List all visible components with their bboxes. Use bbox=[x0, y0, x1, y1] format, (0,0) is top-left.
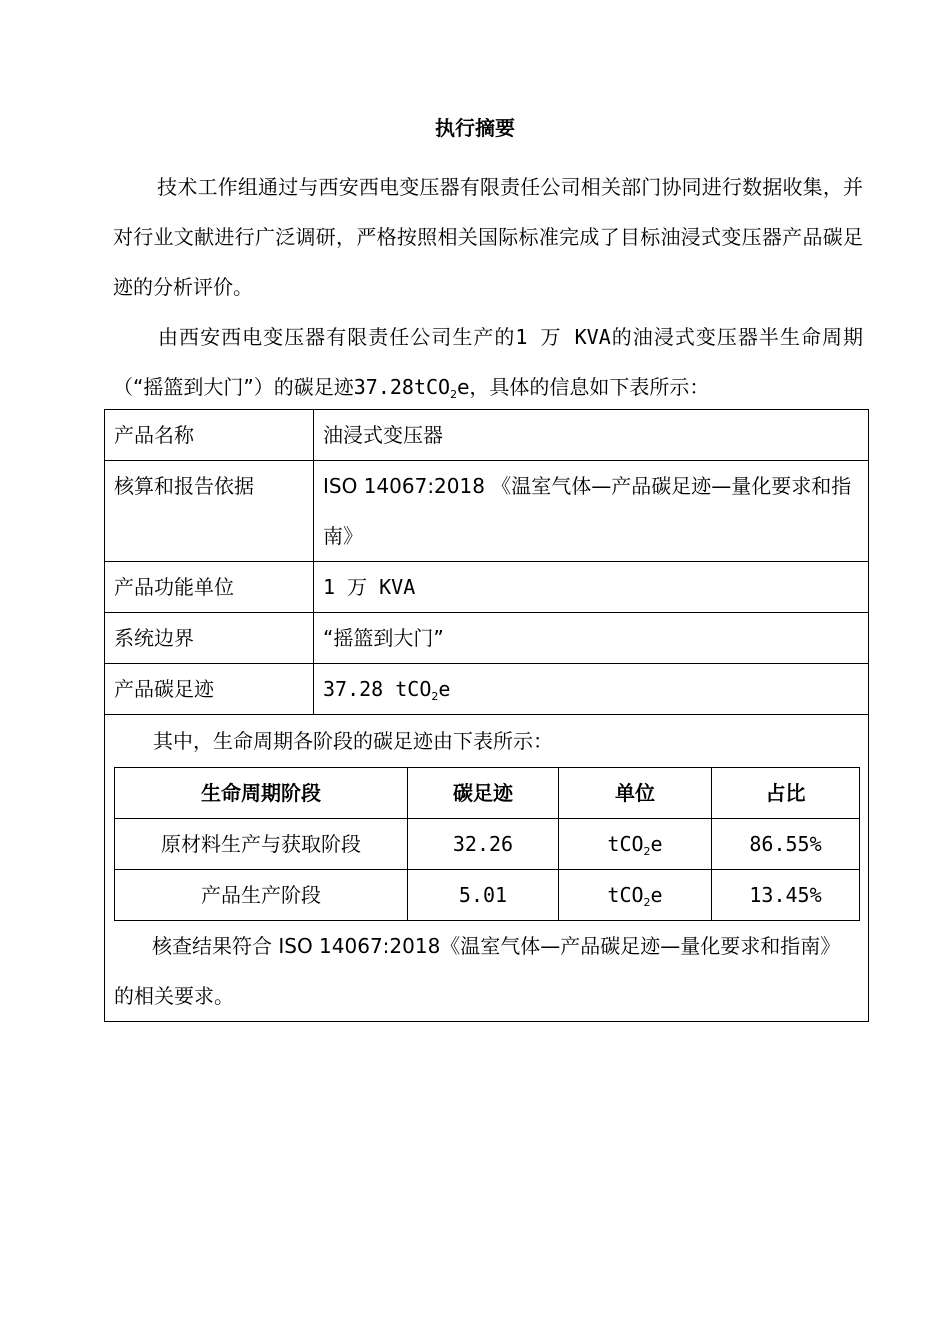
info-key: 产品功能单位 bbox=[105, 562, 314, 613]
share-cell: 13.45% bbox=[712, 870, 860, 921]
info-value: “摇篮到大门” bbox=[314, 613, 869, 664]
footprint-cell: 32.26 bbox=[408, 819, 559, 870]
summary-text-b: 1 万 KVA bbox=[515, 325, 611, 349]
table-row bbox=[105, 715, 869, 1022]
info-key: 系统边界 bbox=[105, 613, 314, 664]
unit-end: e bbox=[650, 832, 663, 856]
summary-text-e: e，具体的信息如下表所示： bbox=[457, 375, 710, 399]
table-row bbox=[115, 870, 860, 921]
table-row bbox=[115, 819, 860, 870]
unit-sub: 2 bbox=[643, 845, 651, 858]
summary-text-c: 的油浸式变压器半生命周期（“摇篮到大门”）的碳足迹 bbox=[113, 325, 864, 399]
info-value: 1 万 KVA bbox=[314, 562, 869, 613]
info-key: 产品碳足迹 bbox=[105, 664, 314, 715]
col-header: 碳足迹 bbox=[408, 768, 559, 819]
unit-sub: 2 bbox=[643, 896, 651, 909]
stage-section bbox=[105, 715, 869, 1022]
page-title: 执行摘要 bbox=[435, 116, 515, 140]
footprint-cell: 5.01 bbox=[408, 870, 559, 921]
share-cell: 86.55% bbox=[712, 819, 860, 870]
summary-footprint-sub: 2 bbox=[450, 388, 458, 401]
table-row bbox=[105, 461, 869, 562]
footprint-value: 37.28 tCO bbox=[323, 677, 432, 701]
table-row bbox=[105, 410, 869, 461]
footprint-end: e bbox=[438, 677, 451, 701]
footprint-sub: 2 bbox=[431, 690, 439, 703]
stage-note: 其中，生命周期各阶段的碳足迹由下表所示： bbox=[153, 729, 553, 753]
unit-main: tCO bbox=[607, 832, 644, 856]
unit-end: e bbox=[650, 883, 663, 907]
stage-table bbox=[114, 767, 860, 921]
info-value bbox=[314, 664, 869, 715]
table-row bbox=[105, 562, 869, 613]
info-value: 油浸式变压器 bbox=[314, 410, 869, 461]
table-row bbox=[105, 613, 869, 664]
product-info-table bbox=[104, 409, 869, 1022]
intro-text: 技术工作组通过与西安西电变压器有限责任公司相关部门协同进行数据收集，并对行业文献进行广泛调研，严格按照相关国际标准完成了目标油浸式变压器产品碳足迹的分析评价。 bbox=[113, 175, 863, 299]
stage-cell: 产品生产阶段 bbox=[115, 870, 408, 921]
summary-footprint-value: 37.28tCO bbox=[353, 375, 451, 399]
intro-paragraph bbox=[113, 162, 863, 312]
closing-paragraph bbox=[105, 921, 868, 1021]
table-row bbox=[105, 664, 869, 715]
info-key: 产品名称 bbox=[105, 410, 314, 461]
closing-text: 核查结果符合 ISO 14067:2018《温室气体—产品碳足迹—量化要求和指南》的相关要求。 bbox=[114, 934, 841, 1008]
info-value: ISO 14067:2018 《温室气体—产品碳足迹—量化要求和指南》 bbox=[314, 461, 869, 562]
unit-main: tCO bbox=[607, 883, 644, 907]
col-header: 单位 bbox=[559, 768, 712, 819]
unit-cell bbox=[559, 870, 712, 921]
info-key: 核算和报告依据 bbox=[105, 461, 314, 562]
unit-cell bbox=[559, 819, 712, 870]
summary-paragraph bbox=[113, 312, 863, 412]
summary-text-a: 由西安西电变压器有限责任公司生产的 bbox=[157, 325, 516, 349]
stage-cell: 原材料生产与获取阶段 bbox=[115, 819, 408, 870]
table-header-row bbox=[115, 768, 860, 819]
col-header: 占比 bbox=[712, 768, 860, 819]
col-header: 生命周期阶段 bbox=[115, 768, 408, 819]
